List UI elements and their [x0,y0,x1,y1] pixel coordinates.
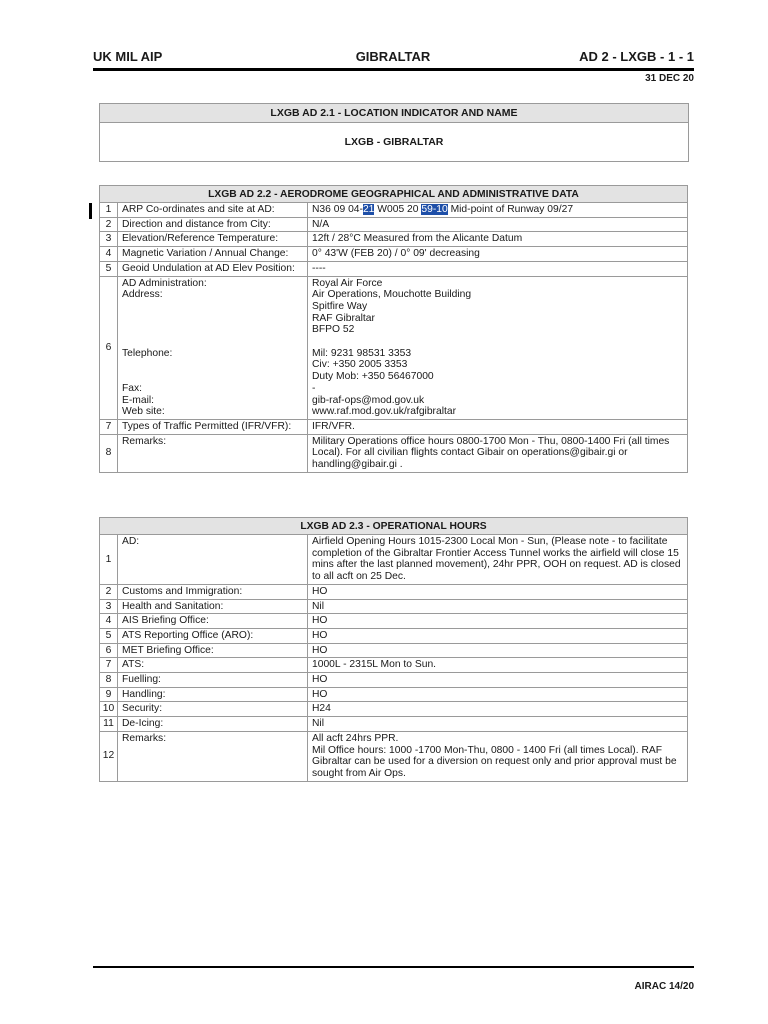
table-row [100,687,688,702]
row-label: Fuelling: [118,673,308,688]
row-value: Military Operations office hours 0800-1700 Mon - Thu, 0800-1400 Fri (all times Local). For all civilian flights contact Gibair on operations@gibair.gi or handling@gibair.gi . [308,434,688,472]
highlighted-value: 21 [362,204,375,215]
row-number: 7 [100,419,118,434]
row-number: 5 [100,628,118,643]
row-label: AD: [118,535,308,585]
row-label: Remarks: [118,434,308,472]
row-value: HO [308,673,688,688]
row-value: 1000L - 2315L Mon to Sun. [308,658,688,673]
header-rule [93,68,694,71]
row-label: Remarks: [118,731,308,781]
table-row [100,717,688,732]
row-number: 4 [100,247,118,262]
section-2-3-table [99,517,688,782]
table-row [100,643,688,658]
value-part: W005 20 [374,204,422,215]
row-value: Nil [308,599,688,614]
row-number: 6 [100,276,118,419]
row-label: AD Administration: Address: Telephone: Fax: E-mail: Web site: [118,276,308,419]
row-value: HO [308,584,688,599]
row-value: HO [308,643,688,658]
row-number: 7 [100,658,118,673]
table-row [100,434,688,472]
row-label: Handling: [118,687,308,702]
table-row [100,203,688,218]
row-value: 12ft / 28°C Measured from the Alicante Datum [308,232,688,247]
row-number: 2 [100,584,118,599]
table-row [100,217,688,232]
row-value: HO [308,687,688,702]
row-label: Geoid Undulation at AD Elev Position: [118,261,308,276]
row-number: 8 [100,434,118,472]
row-value: H24 [308,702,688,717]
section-2-2-table [99,185,688,473]
row-label: De-Icing: [118,717,308,732]
row-value: Royal Air Force Air Operations, Mouchotte Building Spitfire Way RAF Gibraltar BFPO 52 Mil: 9231 98531 3353 Civ: +350 2005 3353 Duty Mob: +350 56467000 - gib-raf-ops@mod.gov.uk www.raf.mod.gov.uk/rafgibraltar [308,276,688,419]
header-right: AD 2 - LXGB - 1 - 1 [579,49,694,64]
row-number: 4 [100,614,118,629]
header-date: 31 DEC 20 [645,73,694,84]
row-value: HO [308,628,688,643]
table-row [100,658,688,673]
arp-coordinates-value [308,203,688,218]
row-label: Health and Sanitation: [118,599,308,614]
header-left: UK MIL AIP [93,49,163,64]
table-row [100,276,688,419]
section-2-1-box [99,103,689,162]
table-row [100,702,688,717]
table-row [100,535,688,585]
section-2-2-title: LXGB AD 2.2 - AERODROME GEOGRAPHICAL AND ADMINISTRATIVE DATA [100,186,688,203]
section-2-1-value: LXGB - GIBRALTAR [344,136,444,148]
table-row [100,673,688,688]
row-number: 6 [100,643,118,658]
row-label: ARP Co-ordinates and site at AD: [118,203,308,218]
row-label: Security: [118,702,308,717]
row-label: Magnetic Variation / Annual Change: [118,247,308,262]
table-row [100,599,688,614]
row-number: 1 [100,535,118,585]
footer-rule [93,966,694,968]
row-label: ATS Reporting Office (ARO): [118,628,308,643]
row-value: ---- [308,261,688,276]
row-number: 1 [100,203,118,218]
row-number: 12 [100,731,118,781]
row-label: Types of Traffic Permitted (IFR/VFR): [118,419,308,434]
header-center: GIBRALTAR [355,49,431,64]
row-number: 2 [100,217,118,232]
row-value: 0° 43'W (FEB 20) / 0° 09' decreasing [308,247,688,262]
row-label: ATS: [118,658,308,673]
row-number: 11 [100,717,118,732]
table-row [100,584,688,599]
row-number: 8 [100,673,118,688]
row-value: HO [308,614,688,629]
row-value: N/A [308,217,688,232]
change-bar [89,203,92,219]
row-number: 3 [100,232,118,247]
table-row [100,419,688,434]
row-number: 3 [100,599,118,614]
table-row [100,614,688,629]
table-row [100,232,688,247]
highlighted-value: 59-10 [421,204,448,215]
row-value: Nil [308,717,688,732]
table-row [100,628,688,643]
row-label: Direction and distance from City: [118,217,308,232]
row-label: Customs and Immigration: [118,584,308,599]
value-part: Mid-point of Runway 09/27 [447,204,574,215]
row-label: MET Briefing Office: [118,643,308,658]
row-value: IFR/VFR. [308,419,688,434]
row-label: AIS Briefing Office: [118,614,308,629]
row-label: Elevation/Reference Temperature: [118,232,308,247]
table-row [100,247,688,262]
value-part: N36 09 04- [312,204,363,215]
footer-airac: AIRAC 14/20 [634,981,694,992]
row-value: Airfield Opening Hours 1015-2300 Local Mon - Sun, (Please note - to facilitate completion of the Gibraltar Frontier Access Tunnel works the airfield will close 15 mins after the last planned movement), 24hr PPR, OOH on request. AD is closed to all acft on 25 Dec. [308,535,688,585]
table-row [100,731,688,781]
section-2-3-title: LXGB AD 2.3 - OPERATIONAL HOURS [100,518,688,535]
row-number: 10 [100,702,118,717]
row-value: All acft 24hrs PPR. Mil Office hours: 1000 -1700 Mon-Thu, 0800 - 1400 Fri (all times Local). RAF Gibraltar can be used for a diversion on request only and prior approval must be sought from Air Ops. [308,731,688,781]
row-number: 9 [100,687,118,702]
section-2-1-title: LXGB AD 2.1 - LOCATION INDICATOR AND NAME [100,104,688,123]
row-number: 5 [100,261,118,276]
table-row [100,261,688,276]
